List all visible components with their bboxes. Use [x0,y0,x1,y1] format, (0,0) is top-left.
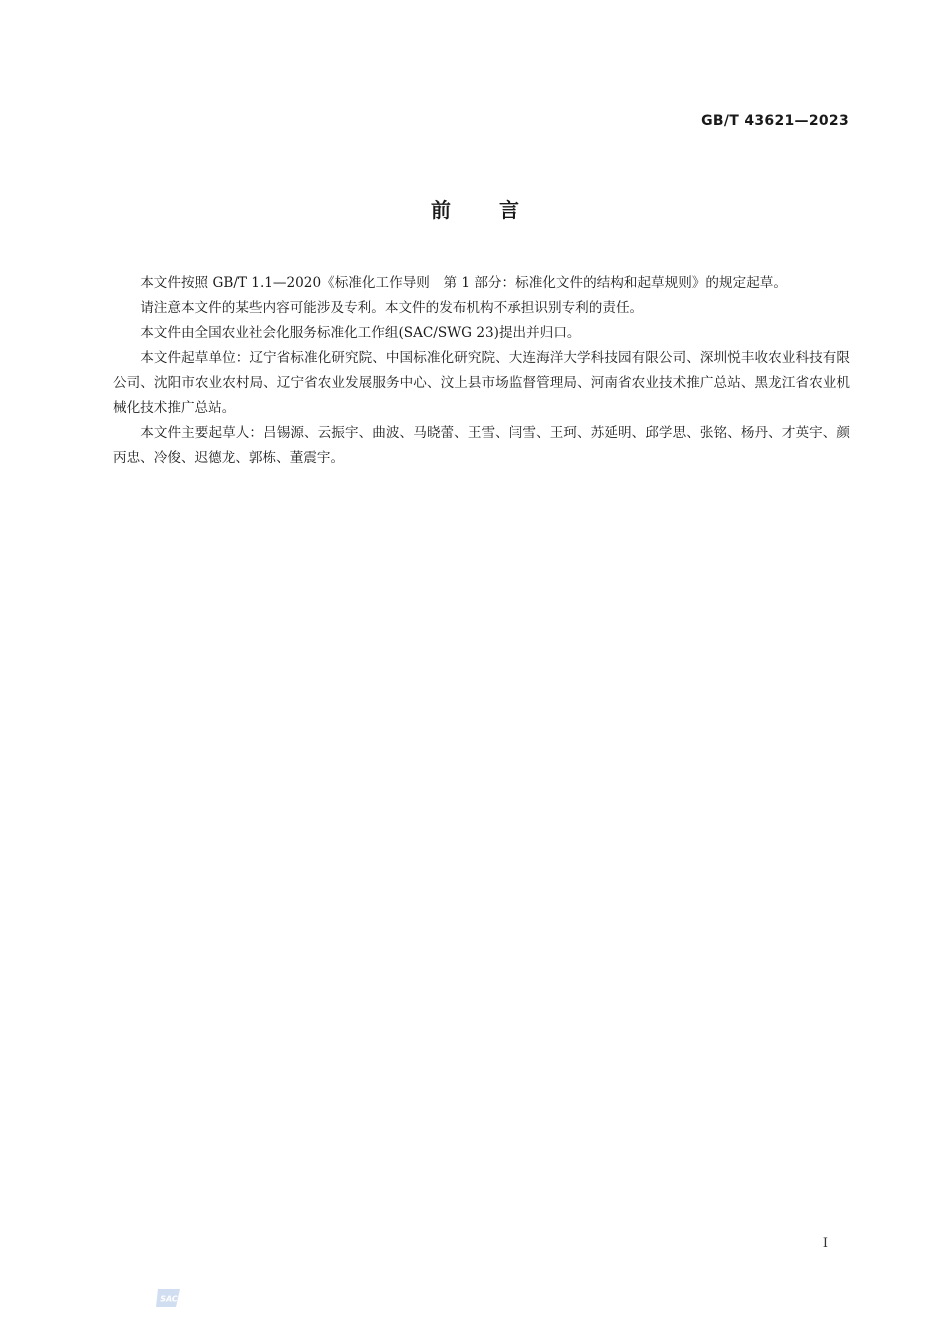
foreword-body [113,271,850,471]
page-title: 前言 [431,198,567,222]
sac-logo-icon [154,1287,184,1309]
paragraph-drafting-units: 本文件起草单位：辽宁省标准化研究院、中国标准化研究院、大连海洋大学科技园有限公司、深圳悦丰收农业科技有限公司、沈阳市农业农村局、辽宁省农业发展服务中心、汶上县市场监督管理局、河南省农业技术推广总站、黑龙江省农业机械化技术推广总站。 [113,350,850,416]
paragraph-drafters: 本文件主要起草人：吕锡源、云振宇、曲波、马晓蕾、王雪、闫雪、王珂、苏延明、邱学思、张铭、杨丹、才英宇、颜丙忠、冷俊、迟德龙、郭栋、董震宇。 [113,425,850,466]
page-number: I [822,1236,828,1251]
sac-logo-text: SAC [160,1294,178,1304]
paragraph-drafting-rules: 本文件按照 GB/T 1.1—2020《标准化工作导则 第 1 部分：标准化文件的结构和起草规则》的规定起草。 [140,275,787,291]
standard-number: GB/T 43621—2023 [701,113,849,129]
paragraph-proposer: 本文件由全国农业社会化服务标准化工作组(SAC/SWG 23)提出并归口。 [140,325,581,341]
paragraph-patent-notice: 请注意本文件的某些内容可能涉及专利。本文件的发布机构不承担识别专利的责任。 [140,300,644,316]
